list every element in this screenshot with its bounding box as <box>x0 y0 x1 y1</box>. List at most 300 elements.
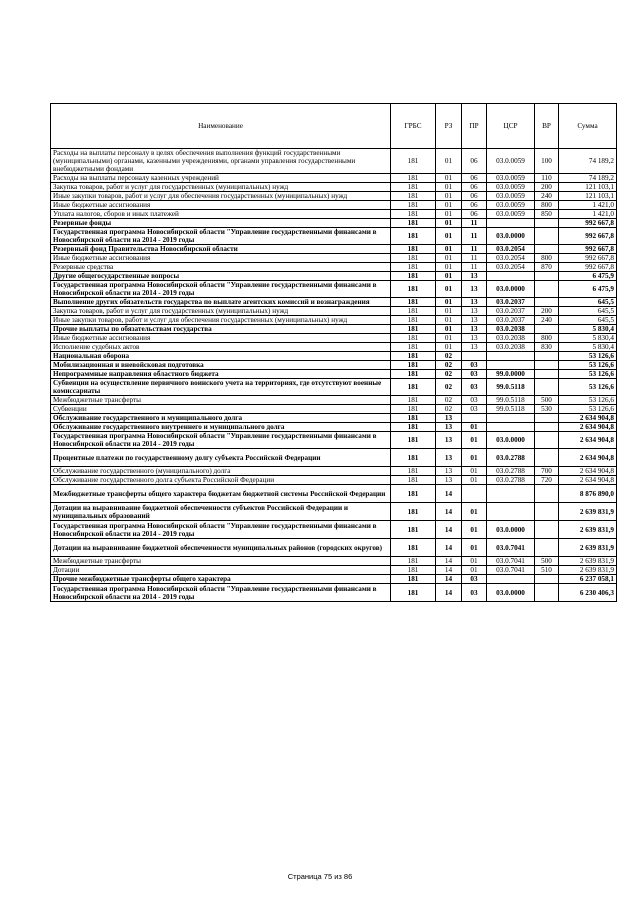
cell-rz: 01 <box>436 272 462 281</box>
cell-name: Государственная программа Новосибирской области "Управление государственными финансами в Новосибирской области на 2014 - 2019 годы <box>51 521 391 539</box>
table-row <box>51 539 617 557</box>
table-row <box>51 521 617 539</box>
table-row <box>51 370 617 379</box>
table-header-row <box>51 104 617 149</box>
cell-grbs: 181 <box>391 149 436 174</box>
cell-name: Национальная оборона <box>51 352 391 361</box>
cell-grbs: 181 <box>391 476 436 485</box>
cell-pr: 03 <box>462 396 487 405</box>
header-csr: ЦСР <box>487 104 535 149</box>
cell-vr <box>535 379 559 396</box>
cell-vr: 530 <box>535 405 559 414</box>
cell-vr: 720 <box>535 476 559 485</box>
cell-pr: 06 <box>462 183 487 192</box>
cell-name: Процентные платежи по государственному долгу субъекта Российской Федерации <box>51 449 391 467</box>
cell-vr <box>535 370 559 379</box>
cell-vr <box>535 228 559 245</box>
cell-pr: 03 <box>462 361 487 370</box>
cell-rz: 14 <box>436 566 462 575</box>
cell-vr: 510 <box>535 566 559 575</box>
cell-csr <box>487 423 535 432</box>
cell-pr: 01 <box>462 557 487 566</box>
cell-pr: 13 <box>462 281 487 298</box>
cell-pr: 01 <box>462 566 487 575</box>
cell-vr <box>535 575 559 584</box>
cell-grbs: 181 <box>391 210 436 219</box>
cell-pr: 01 <box>462 449 487 467</box>
cell-sum: 5 830,4 <box>559 325 617 334</box>
cell-sum: 53 126,6 <box>559 379 617 396</box>
cell-csr <box>487 361 535 370</box>
cell-sum: 992 667,8 <box>559 219 617 228</box>
cell-sum: 53 126,6 <box>559 370 617 379</box>
cell-rz: 01 <box>436 192 462 201</box>
cell-vr: 700 <box>535 467 559 476</box>
table-row <box>51 334 617 343</box>
cell-name: Резервные средства <box>51 263 391 272</box>
cell-grbs: 181 <box>391 325 436 334</box>
table-row <box>51 449 617 467</box>
table-row <box>51 557 617 566</box>
cell-csr <box>487 352 535 361</box>
cell-grbs: 181 <box>391 263 436 272</box>
cell-pr: 06 <box>462 174 487 183</box>
cell-grbs: 181 <box>391 307 436 316</box>
cell-name: Иные бюджетные ассигнования <box>51 201 391 210</box>
cell-grbs: 181 <box>391 449 436 467</box>
cell-sum: 2 634 904,8 <box>559 414 617 423</box>
cell-pr: 03 <box>462 584 487 602</box>
cell-grbs: 181 <box>391 334 436 343</box>
table-row <box>51 183 617 192</box>
cell-csr: 03.0.2037 <box>487 298 535 307</box>
cell-sum: 6 475,9 <box>559 272 617 281</box>
cell-csr: 03.0.0059 <box>487 174 535 183</box>
header-grbs: ГРБС <box>391 104 436 149</box>
cell-rz: 01 <box>436 254 462 263</box>
cell-sum: 121 103,1 <box>559 192 617 201</box>
cell-name: Расходы на выплаты персоналу казенных учреждений <box>51 174 391 183</box>
cell-pr <box>462 485 487 503</box>
cell-rz: 01 <box>436 343 462 352</box>
cell-grbs: 181 <box>391 485 436 503</box>
table-row <box>51 352 617 361</box>
table-row <box>51 361 617 370</box>
cell-sum: 53 126,6 <box>559 405 617 414</box>
cell-grbs: 181 <box>391 557 436 566</box>
cell-rz: 01 <box>436 281 462 298</box>
cell-rz: 01 <box>436 334 462 343</box>
cell-csr: 03.0.2038 <box>487 343 535 352</box>
cell-grbs: 181 <box>391 432 436 449</box>
table-row <box>51 201 617 210</box>
table-row <box>51 298 617 307</box>
cell-sum: 8 876 890,0 <box>559 485 617 503</box>
cell-name: Уплата налогов, сборов и иных платежей <box>51 210 391 219</box>
cell-rz: 14 <box>436 485 462 503</box>
page-number: Страница 75 из 86 <box>287 872 353 881</box>
cell-name: Закупка товаров, работ и услуг для государственных (муниципальных) нужд <box>51 307 391 316</box>
cell-grbs: 181 <box>391 361 436 370</box>
cell-vr: 200 <box>535 183 559 192</box>
cell-grbs: 181 <box>391 316 436 325</box>
cell-name: Иные закупки товаров, работ и услуг для обеспечения государственных (муниципальных) нужд <box>51 192 391 201</box>
cell-rz: 02 <box>436 361 462 370</box>
table-row <box>51 245 617 254</box>
cell-vr: 500 <box>535 557 559 566</box>
cell-pr: 03 <box>462 379 487 396</box>
cell-vr <box>535 219 559 228</box>
cell-vr: 240 <box>535 316 559 325</box>
cell-vr: 800 <box>535 334 559 343</box>
cell-csr: 03.0.2788 <box>487 467 535 476</box>
cell-vr <box>535 414 559 423</box>
cell-sum: 2 634 904,8 <box>559 449 617 467</box>
cell-vr <box>535 361 559 370</box>
cell-csr: 03.0.7041 <box>487 566 535 575</box>
cell-sum: 2 634 904,8 <box>559 476 617 485</box>
cell-csr: 03.0.7041 <box>487 557 535 566</box>
cell-csr: 03.0.0000 <box>487 584 535 602</box>
cell-pr: 13 <box>462 307 487 316</box>
cell-name: Обслуживание государственного долга субъекта Российской Федерации <box>51 476 391 485</box>
cell-sum: 2 639 831,9 <box>559 521 617 539</box>
cell-csr <box>487 575 535 584</box>
cell-name: Обслуживание государственного (муниципального) долга <box>51 467 391 476</box>
cell-csr: 03.0.0059 <box>487 201 535 210</box>
cell-vr <box>535 423 559 432</box>
cell-grbs: 181 <box>391 183 436 192</box>
cell-pr: 13 <box>462 272 487 281</box>
cell-rz: 01 <box>436 149 462 174</box>
cell-sum: 992 667,8 <box>559 228 617 245</box>
cell-name: Непрограммные направления областного бюджета <box>51 370 391 379</box>
cell-sum: 2 639 831,9 <box>559 539 617 557</box>
cell-vr <box>535 584 559 602</box>
cell-rz: 01 <box>436 174 462 183</box>
cell-sum: 645,5 <box>559 298 617 307</box>
cell-rz: 13 <box>436 476 462 485</box>
cell-rz: 14 <box>436 539 462 557</box>
cell-vr: 830 <box>535 343 559 352</box>
cell-pr: 06 <box>462 149 487 174</box>
cell-vr <box>535 298 559 307</box>
cell-grbs: 181 <box>391 396 436 405</box>
cell-pr: 01 <box>462 423 487 432</box>
cell-pr <box>462 414 487 423</box>
cell-pr: 11 <box>462 228 487 245</box>
cell-rz: 14 <box>436 521 462 539</box>
cell-vr: 850 <box>535 210 559 219</box>
table-row <box>51 432 617 449</box>
cell-sum: 2 634 904,8 <box>559 467 617 476</box>
cell-sum: 5 830,4 <box>559 334 617 343</box>
table-body <box>51 149 617 602</box>
cell-rz: 01 <box>436 219 462 228</box>
cell-csr <box>487 414 535 423</box>
cell-name: Межбюджетные трансферты <box>51 557 391 566</box>
cell-rz: 01 <box>436 325 462 334</box>
cell-vr <box>535 281 559 298</box>
cell-rz: 02 <box>436 379 462 396</box>
cell-csr: 03.0.0059 <box>487 192 535 201</box>
cell-sum: 2 634 904,8 <box>559 423 617 432</box>
cell-grbs: 181 <box>391 521 436 539</box>
cell-grbs: 181 <box>391 379 436 396</box>
cell-name: Мобилизационная и вневойсковая подготовка <box>51 361 391 370</box>
cell-sum: 2 634 904,8 <box>559 432 617 449</box>
cell-sum: 121 103,1 <box>559 183 617 192</box>
table-row <box>51 281 617 298</box>
cell-csr: 99.0.5118 <box>487 396 535 405</box>
cell-vr <box>535 485 559 503</box>
cell-pr: 01 <box>462 432 487 449</box>
cell-rz: 01 <box>436 201 462 210</box>
table-row <box>51 174 617 183</box>
cell-pr: 01 <box>462 503 487 521</box>
cell-pr: 13 <box>462 316 487 325</box>
cell-name: Обслуживание государственного внутреннего и муниципального долга <box>51 423 391 432</box>
cell-grbs: 181 <box>391 423 436 432</box>
cell-sum: 6 237 058,1 <box>559 575 617 584</box>
cell-rz: 13 <box>436 432 462 449</box>
table-row <box>51 325 617 334</box>
cell-grbs: 181 <box>391 503 436 521</box>
cell-name: Прочие выплаты по обязательствам государства <box>51 325 391 334</box>
cell-grbs: 181 <box>391 192 436 201</box>
cell-name: Резервный фонд Правительства Новосибирской области <box>51 245 391 254</box>
table-row <box>51 219 617 228</box>
cell-vr <box>535 503 559 521</box>
cell-vr: 870 <box>535 263 559 272</box>
cell-csr: 03.0.2788 <box>487 449 535 467</box>
cell-csr: 03.0.2038 <box>487 334 535 343</box>
cell-csr: 99.0.0000 <box>487 370 535 379</box>
cell-csr <box>487 503 535 521</box>
cell-vr: 100 <box>535 149 559 174</box>
cell-csr: 03.0.0000 <box>487 228 535 245</box>
cell-rz: 02 <box>436 352 462 361</box>
cell-csr: 03.0.0059 <box>487 210 535 219</box>
header-vr: ВР <box>535 104 559 149</box>
cell-vr <box>535 272 559 281</box>
table-row <box>51 263 617 272</box>
table-row <box>51 414 617 423</box>
cell-vr: 200 <box>535 307 559 316</box>
cell-grbs: 181 <box>391 370 436 379</box>
cell-pr: 11 <box>462 219 487 228</box>
table-row <box>51 575 617 584</box>
cell-name: Государственная программа Новосибирской области "Управление государственными финансами в Новосибирской области на 2014 - 2019 годы <box>51 432 391 449</box>
cell-name: Иные бюджетные ассигнования <box>51 334 391 343</box>
cell-grbs: 181 <box>391 254 436 263</box>
cell-grbs: 181 <box>391 281 436 298</box>
table-row <box>51 379 617 396</box>
table-row <box>51 228 617 245</box>
cell-vr <box>535 432 559 449</box>
table-row <box>51 503 617 521</box>
cell-name: Межбюджетные трансферты <box>51 396 391 405</box>
cell-rz: 01 <box>436 298 462 307</box>
cell-grbs: 181 <box>391 539 436 557</box>
cell-vr <box>535 521 559 539</box>
cell-name: Межбюджетные трансферты общего характера бюджетам бюджетной системы Российской Федерации <box>51 485 391 503</box>
table-row <box>51 396 617 405</box>
cell-sum: 6 230 406,3 <box>559 584 617 602</box>
cell-name: Дотации на выравнивание бюджетной обеспеченности субъектов Российской Федерации и муниципальных образований <box>51 503 391 521</box>
cell-csr: 03.0.2054 <box>487 263 535 272</box>
cell-sum: 74 189,2 <box>559 174 617 183</box>
cell-grbs: 181 <box>391 405 436 414</box>
cell-vr <box>535 352 559 361</box>
cell-pr: 11 <box>462 254 487 263</box>
cell-rz: 02 <box>436 396 462 405</box>
cell-sum: 5 830,4 <box>559 343 617 352</box>
cell-vr: 800 <box>535 201 559 210</box>
cell-sum: 1 421,0 <box>559 210 617 219</box>
cell-grbs: 181 <box>391 272 436 281</box>
header-name: Наименование <box>51 104 391 149</box>
cell-vr: 500 <box>535 396 559 405</box>
cell-grbs: 181 <box>391 566 436 575</box>
cell-vr: 110 <box>535 174 559 183</box>
table-row <box>51 307 617 316</box>
cell-rz: 01 <box>436 307 462 316</box>
table-row <box>51 192 617 201</box>
cell-name: Резервные фонды <box>51 219 391 228</box>
cell-vr <box>535 245 559 254</box>
cell-grbs: 181 <box>391 174 436 183</box>
cell-name: Субвенции <box>51 405 391 414</box>
table-row <box>51 343 617 352</box>
cell-sum: 992 667,8 <box>559 254 617 263</box>
cell-rz: 14 <box>436 557 462 566</box>
cell-csr: 03.0.0000 <box>487 521 535 539</box>
cell-rz: 01 <box>436 228 462 245</box>
cell-rz: 01 <box>436 245 462 254</box>
cell-csr: 99.0.5118 <box>487 405 535 414</box>
cell-name: Выполнение других обязательств государства по выплате агентских комиссий и вознаграждения <box>51 298 391 307</box>
cell-sum: 645,5 <box>559 307 617 316</box>
cell-sum: 992 667,8 <box>559 263 617 272</box>
cell-rz: 02 <box>436 405 462 414</box>
cell-pr: 03 <box>462 405 487 414</box>
table-row <box>51 254 617 263</box>
cell-name: Государственная программа Новосибирской области "Управление государственными финансами в Новосибирской области на 2014 - 2019 годы <box>51 281 391 298</box>
cell-grbs: 181 <box>391 575 436 584</box>
cell-pr: 06 <box>462 201 487 210</box>
cell-rz: 13 <box>436 423 462 432</box>
table-row <box>51 405 617 414</box>
cell-grbs: 181 <box>391 245 436 254</box>
cell-rz: 14 <box>436 584 462 602</box>
cell-vr <box>535 325 559 334</box>
cell-vr: 800 <box>535 254 559 263</box>
cell-vr <box>535 539 559 557</box>
cell-name: Прочие межбюджетные трансферты общего характера <box>51 575 391 584</box>
cell-rz: 13 <box>436 449 462 467</box>
cell-sum: 645,5 <box>559 316 617 325</box>
table-row <box>51 476 617 485</box>
cell-pr: 03 <box>462 370 487 379</box>
cell-rz: 01 <box>436 316 462 325</box>
cell-sum: 53 126,6 <box>559 361 617 370</box>
cell-pr: 06 <box>462 210 487 219</box>
cell-grbs: 181 <box>391 414 436 423</box>
cell-sum: 2 639 831,9 <box>559 503 617 521</box>
cell-pr: 01 <box>462 467 487 476</box>
cell-rz: 14 <box>436 503 462 521</box>
cell-name: Дотации <box>51 566 391 575</box>
table-row <box>51 423 617 432</box>
cell-csr: 03.0.0000 <box>487 281 535 298</box>
cell-csr: 03.0.2054 <box>487 254 535 263</box>
cell-grbs: 181 <box>391 467 436 476</box>
cell-csr: 03.0.2038 <box>487 325 535 334</box>
cell-grbs: 181 <box>391 343 436 352</box>
table-row <box>51 210 617 219</box>
cell-sum: 2 639 831,9 <box>559 566 617 575</box>
cell-pr: 11 <box>462 263 487 272</box>
cell-csr: 99.0.5118 <box>487 379 535 396</box>
table-row <box>51 149 617 174</box>
cell-csr: 03.0.0059 <box>487 149 535 174</box>
cell-csr: 03.0.0000 <box>487 432 535 449</box>
table-row <box>51 467 617 476</box>
cell-csr: 03.0.2054 <box>487 245 535 254</box>
cell-sum: 74 189,2 <box>559 149 617 174</box>
cell-pr: 06 <box>462 192 487 201</box>
cell-rz: 13 <box>436 467 462 476</box>
cell-name: Иные бюджетные ассигнования <box>51 254 391 263</box>
cell-name: Расходы на выплаты персоналу в целях обеспечения выполнения функций государственными (муниципальными) органами, казенными учреждениями, органами управления государственными внебюджетными фондами <box>51 149 391 174</box>
cell-csr: 03.0.0059 <box>487 183 535 192</box>
cell-name: Исполнение судебных актов <box>51 343 391 352</box>
cell-rz: 01 <box>436 183 462 192</box>
cell-name: Субвенции на осуществление первичного воинского учета на территориях, где отсутствуют военные комиссариаты <box>51 379 391 396</box>
cell-csr <box>487 219 535 228</box>
cell-sum: 6 475,9 <box>559 281 617 298</box>
cell-pr: 11 <box>462 245 487 254</box>
cell-vr <box>535 449 559 467</box>
cell-name: Дотации на выравнивание бюджетной обеспеченности муниципальных районов (городских округов) <box>51 539 391 557</box>
cell-grbs: 181 <box>391 352 436 361</box>
cell-pr <box>462 352 487 361</box>
cell-rz: 13 <box>436 414 462 423</box>
cell-pr: 13 <box>462 334 487 343</box>
header-pr: ПР <box>462 104 487 149</box>
cell-pr: 03 <box>462 575 487 584</box>
cell-vr: 240 <box>535 192 559 201</box>
cell-name: Иные закупки товаров, работ и услуг для обеспечения государственных (муниципальных) нужд <box>51 316 391 325</box>
cell-rz: 01 <box>436 210 462 219</box>
cell-grbs: 181 <box>391 219 436 228</box>
cell-sum: 53 126,6 <box>559 352 617 361</box>
cell-name: Закупка товаров, работ и услуг для государственных (муниципальных) нужд <box>51 183 391 192</box>
cell-csr <box>487 272 535 281</box>
cell-pr: 13 <box>462 298 487 307</box>
cell-csr: 03.0.7041 <box>487 539 535 557</box>
header-sum: Сумма <box>559 104 617 149</box>
table-row <box>51 316 617 325</box>
cell-pr: 13 <box>462 343 487 352</box>
cell-name: Обслуживание государственного и муниципального долга <box>51 414 391 423</box>
table-row <box>51 485 617 503</box>
budget-table <box>50 103 617 602</box>
cell-pr: 13 <box>462 325 487 334</box>
cell-grbs: 181 <box>391 228 436 245</box>
cell-pr: 01 <box>462 476 487 485</box>
